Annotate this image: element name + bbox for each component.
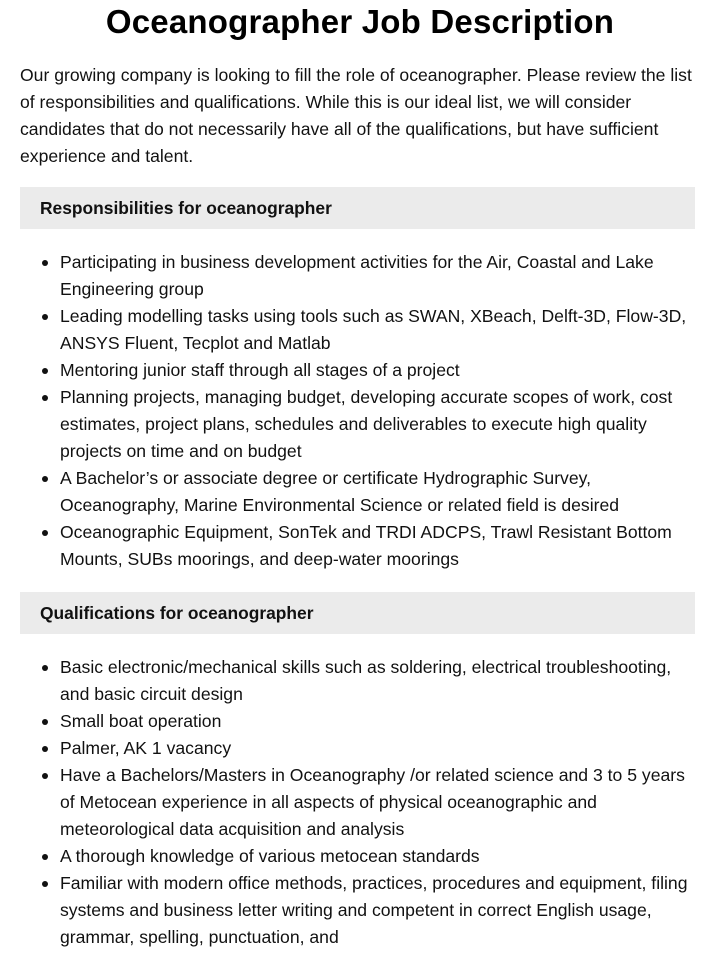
list-item-text: Small boat operation [60,711,222,731]
bullet-icon [42,854,48,860]
list-item-text: Leading modelling tasks using tools such as SWAN, XBeach, Delft-3D, Flow-3D, ANSYS Fluent, Tecplot and Matlab [60,306,687,353]
list-item [20,357,695,384]
list-item [20,249,695,303]
list-item [20,519,695,573]
list-item [20,654,695,708]
list-item-text: Basic electronic/mechanical skills such as soldering, electrical troubleshooting, and basic circuit design [60,657,672,704]
bullet-icon [42,665,48,671]
bullet-icon [42,368,48,374]
list-item-text: Have a Bachelors/Masters in Oceanography /or related science and 3 to 5 years of Metocean experience in all aspects of physical oceanographic and meteorological data acquisition and analysis [60,765,685,839]
list-item-text: Oceanographic Equipment, SonTek and TRDI ADCPS, Trawl Resistant Bottom Mounts, SUBs moorings, and deep-water moorings [60,522,672,569]
bullet-icon [42,746,48,752]
list-item [20,762,695,843]
bullet-icon [42,476,48,482]
list-item-text: Mentoring junior staff through all stages of a project [60,360,460,380]
list-item-text: Planning projects, managing budget, developing accurate scopes of work, cost estimates, project plans, schedules and deliverables to execute high quality projects on time and on budget [60,387,673,461]
intro-paragraph: Our growing company is looking to fill the role of oceanographer. Please review the list of responsibilities and qualifications. While this is our ideal list, we will consider candidates that do not necessarily have all of the qualifications, but have sufficient experience and talent. [20,65,692,166]
bullet-icon [42,530,48,536]
bullet-icon [42,881,48,887]
page-title: Oceanographer Job Description [105,3,615,40]
bullet-icon [42,395,48,401]
responsibilities-heading: Responsibilities for oceanographer [20,187,695,229]
bullet-icon [42,314,48,320]
responsibilities-list [20,249,695,573]
list-item [20,735,695,762]
list-item [20,384,695,465]
list-item [20,303,695,357]
bullet-icon [42,260,48,266]
list-item [20,465,695,519]
list-item-text: Palmer, AK 1 vacancy [60,738,232,758]
list-item [20,708,695,735]
qualifications-list [20,654,695,951]
list-item [20,870,695,951]
bullet-icon [42,773,48,779]
list-item-text: Participating in business development activities for the Air, Coastal and Lake Engineering group [60,252,654,299]
bullet-icon [42,719,48,725]
list-item-text: A Bachelor’s or associate degree or certificate Hydrographic Survey, Oceanography, Marine Environmental Science or related field is desired [60,468,620,515]
list-item-text: Familiar with modern office methods, practices, procedures and equipment, filing systems and business letter writing and competent in correct English usage, grammar, spelling, punctuation, and [60,873,688,947]
qualifications-heading: Qualifications for oceanographer [20,592,695,634]
list-item [20,843,695,870]
list-item-text: A thorough knowledge of various metocean standards [60,846,480,866]
